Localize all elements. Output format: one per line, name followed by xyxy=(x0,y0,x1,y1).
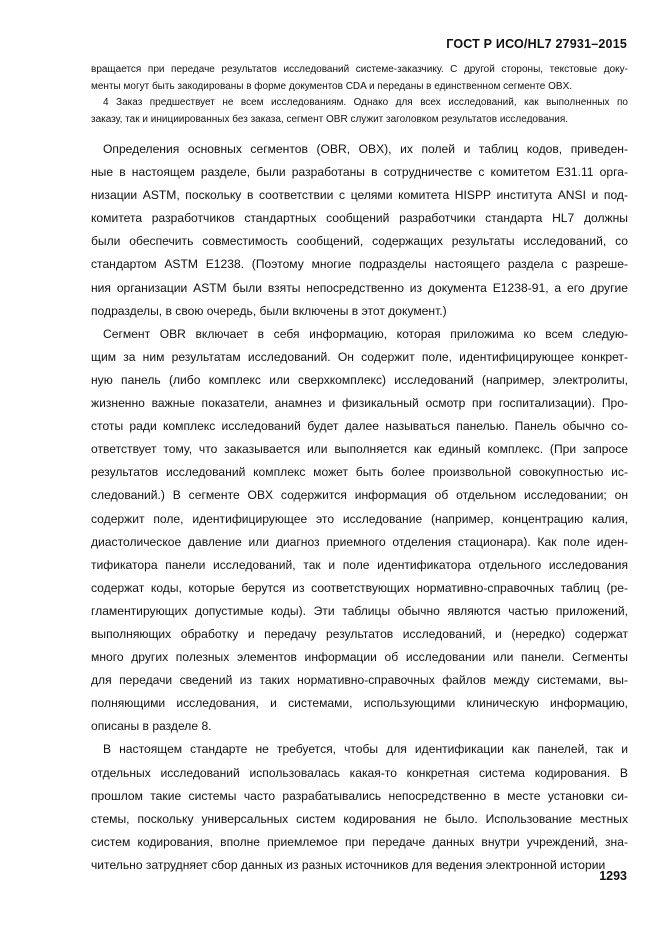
paragraph-line: гламентирующих допустимые коды). Эти таблицы обычно являются частью приложений, xyxy=(91,603,628,618)
paragraph-line: отдельных исследований использовалась какая-то конкретная система кодирования. В xyxy=(91,765,628,780)
paragraph-line: подразделы, в свою очередь, были включены в этот документ.) xyxy=(91,303,447,318)
paragraph-line: ния организации ASTM были взяты непосредственно из документа E1238-91, а его другие xyxy=(91,280,628,295)
paragraph-line: Определения основных сегментов (OBR, OBX), их полей и таблиц кодов, приведен- xyxy=(103,142,628,156)
body-text xyxy=(91,138,628,877)
standard-header: ГОСТ Р ИСО/HL7 27931–2015 xyxy=(446,37,627,51)
note-4-line-1: 4 Заказ предшествует не всем исследованиям. Однако для всех исследований, как выполненных по xyxy=(103,97,628,108)
paragraph-line: содержат коды, которые берутся из соответствующих нормативно-справочных таблиц (ре- xyxy=(91,580,628,595)
paragraph-line: чительно затрудняет сбор данных из разных источников для ведения электронной истории xyxy=(91,857,606,872)
paragraph-line: много других полезных элементов информации об исследовании или панели. Сегменты xyxy=(91,650,628,665)
paragraph-line: стоты ради комплекс исследований будет далее называться панелью. Панель обычно со- xyxy=(91,419,628,434)
paragraph-line: жизненно важные показатели, анамнез и физикальный осмотр при госпитализации). Про- xyxy=(91,396,628,411)
paragraph-line: диастолическое давление или диагноз приемного отделения стационара). Как поле иден- xyxy=(91,534,628,549)
paragraph-line: прошлом такие системы часто разрабатывались непосредственно в месте установки си- xyxy=(91,788,628,803)
paragraph-line: содержит поле, идентифицирующее это исследование (например, концентрацию калия, xyxy=(91,511,628,526)
paragraph-line: ные в настоящем разделе, были разработаны в сотрудничестве с комитетом E31.11 орга- xyxy=(91,165,628,180)
notes-block xyxy=(91,62,628,128)
paragraph-line: В настоящем стандарте не требуется, чтобы для идентификации как панелей, так и xyxy=(103,742,628,757)
paragraph-line: низации ASTM, поскольку в соответствии с целями комитета HISPP института ANSI и под- xyxy=(91,188,628,203)
paragraph-line: комитета разработчиков стандартных сообщений разработчики стандарта HL7 должны xyxy=(91,211,628,226)
paragraph-3 xyxy=(91,738,628,877)
paragraph-1 xyxy=(91,138,628,323)
paragraph-line: для передачи сведений из таких нормативно-справочных файлов между системами, вы- xyxy=(91,673,628,688)
paragraph-line: ную панель (либо комплекс или сверхкомплекс) исследований (например, электролиты, xyxy=(91,372,628,387)
paragraph-line: результатов исследований комплекс может быть более произвольной совокупностью ис- xyxy=(91,465,628,480)
paragraph-line: тификатора панели исследований, так и поле идентификатора отдельного исследования xyxy=(91,557,628,572)
paragraph-line: Сегмент OBR включает в себя информацию, которая приложима ко всем следую- xyxy=(103,326,628,341)
paragraph-line: описаны в разделе 8. xyxy=(91,719,212,734)
paragraph-line: стандартом ASTM E1238. (Поэтому многие подразделы настоящего раздела с разреше- xyxy=(91,257,628,272)
paragraph-line: ответствует тому, что заказывается или выполняется как единый комплекс. (При запросе xyxy=(91,442,628,457)
paragraph-line: выполняющих обработку и передачу результатов исследований, и (нередко) содержат xyxy=(91,626,628,641)
paragraph-line: щим за ним результатам исследований. Он содержит поле, идентифицирующее конкрет- xyxy=(91,349,628,364)
paragraph-line: систем кодирования, вполне приемлемое при передаче данных внутри учреждений, зна- xyxy=(91,834,628,849)
page-number: 1293 xyxy=(599,869,627,883)
paragraph-line: были обеспечить совместимость сообщений, содержащих результаты исследований, со xyxy=(91,234,628,249)
paragraph-line: следований.) В сегменте OBX содержится информация об отдельном исследовании; он xyxy=(91,488,628,503)
note-continuation-line-1: вращается при передаче результатов исследований системе-заказчику. С другой стороны, текстовые доку- xyxy=(91,64,628,75)
paragraph-line: полняющими исследования, и системами, использующими клиническую информацию, xyxy=(91,696,628,711)
note-continuation-line-2: менты могут быть закодированы в форме документов CDA и переданы в единственном сегменте OBX. xyxy=(91,80,573,92)
paragraph-2 xyxy=(91,323,628,739)
paragraph-line: стемы, поскольку универсальных систем кодирования не было. Использование местных xyxy=(91,811,628,826)
note-4-line-2: заказу, так и инициированных без заказа, сегмент OBR служит заголовком результатов исследования. xyxy=(91,113,569,125)
